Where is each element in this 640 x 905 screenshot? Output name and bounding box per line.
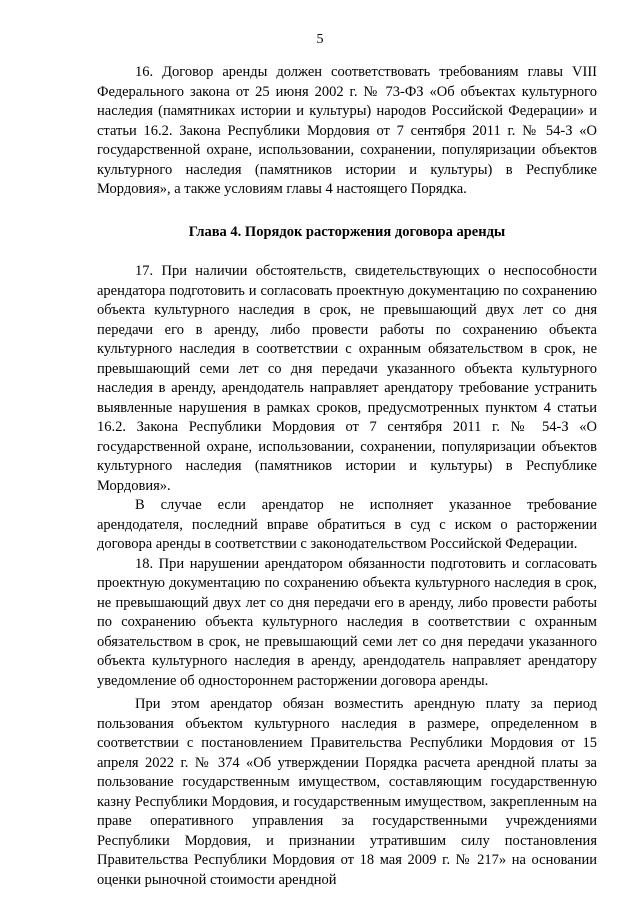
paragraph-17: 17. При наличии обстоятельств, свидетельствующих о неспособности арендатора подготовить и согласовать проектную документацию по сохранению объекта культурного наследия в срок, не превышающий двух лет со дня передачи его в аренду, либо провести работы по сохранению объекта культурного наследия в соответствии с охранным обязательством в срок, не превышающий семи лет со дня передачи указанного объекта культурного наследия в аренду, арендодатель направляет арендатору требование устранить выявленные нарушения в рамках сроков, предусмотренных пунктом 4 статьи 16.2. Закона Республики Мордовия от 7 сентября 2011 г. № 54-З «О государственной охране, использовании, сохранении, популяризации объектов культурного наследия (памятников истории и культуры) в Республике Мордовия». bbox=[97, 263, 597, 494]
document-body bbox=[97, 63, 597, 890]
chapter-heading: Глава 4. Порядок расторжения договора аренды bbox=[188, 223, 506, 240]
paragraph-17-continued: В случае если арендатор не исполняет указанное требование арендодателя, последний вправе обратиться в суд с иском о расторжении договора аренды в соответствии с законодательством Российской Федерации. bbox=[97, 497, 597, 552]
paragraph-18: 18. При нарушении арендатором обязанности подготовить и согласовать проектную документацию по сохранению объекта культурного наследия в срок, не превышающий двух лет со дня передачи его в аренду, либо провести работы по сохранению объекта культурного наследия в соответствии с охранным обязательством в срок, не превышающий семи лет со дня передачи указанного объекта культурного наследия в аренду, арендодатель направляет арендатору уведомление об одностороннем расторжении договора аренды. bbox=[97, 555, 597, 689]
page-number: 5 bbox=[316, 32, 324, 47]
paragraph-18-continued: При этом арендатор обязан возместить арендную плату за период пользования объектом культурного наследия в размере, определенном в соответствии с постановлением Правительства Республики Мордовия от 15 апреля 2022 г. № 374 «Об утверждении Порядка расчета арендной платы за пользование государственным имуществом, составляющим государственную казну Республики Мордовия, и государственным имуществом, закрепленным на праве оперативного управления за государственными учреждениями Республики Мордовия, и признании утратившим силу постановления Правительства Республики Мордовия от 18 мая 2009 г. № 217» на основании оценки рыночной стоимости арендной bbox=[97, 696, 597, 888]
paragraph-16: 16. Договор аренды должен соответствовать требованиям главы VIII Федерального закона от 25 июня 2002 г. № 73-ФЗ «Об объектах культурного наследия (памятниках истории и культуры) народов Российской Федерации» и статьи 16.2. Закона Республики Мордовия от 7 сентября 2011 г. № 54-З «О государственной охране, использовании, сохранении, популяризации объектов культурного наследия (памятников истории и культуры) в Республике Мордовия», а также условиям главы 4 настоящего Порядка. bbox=[97, 64, 597, 197]
